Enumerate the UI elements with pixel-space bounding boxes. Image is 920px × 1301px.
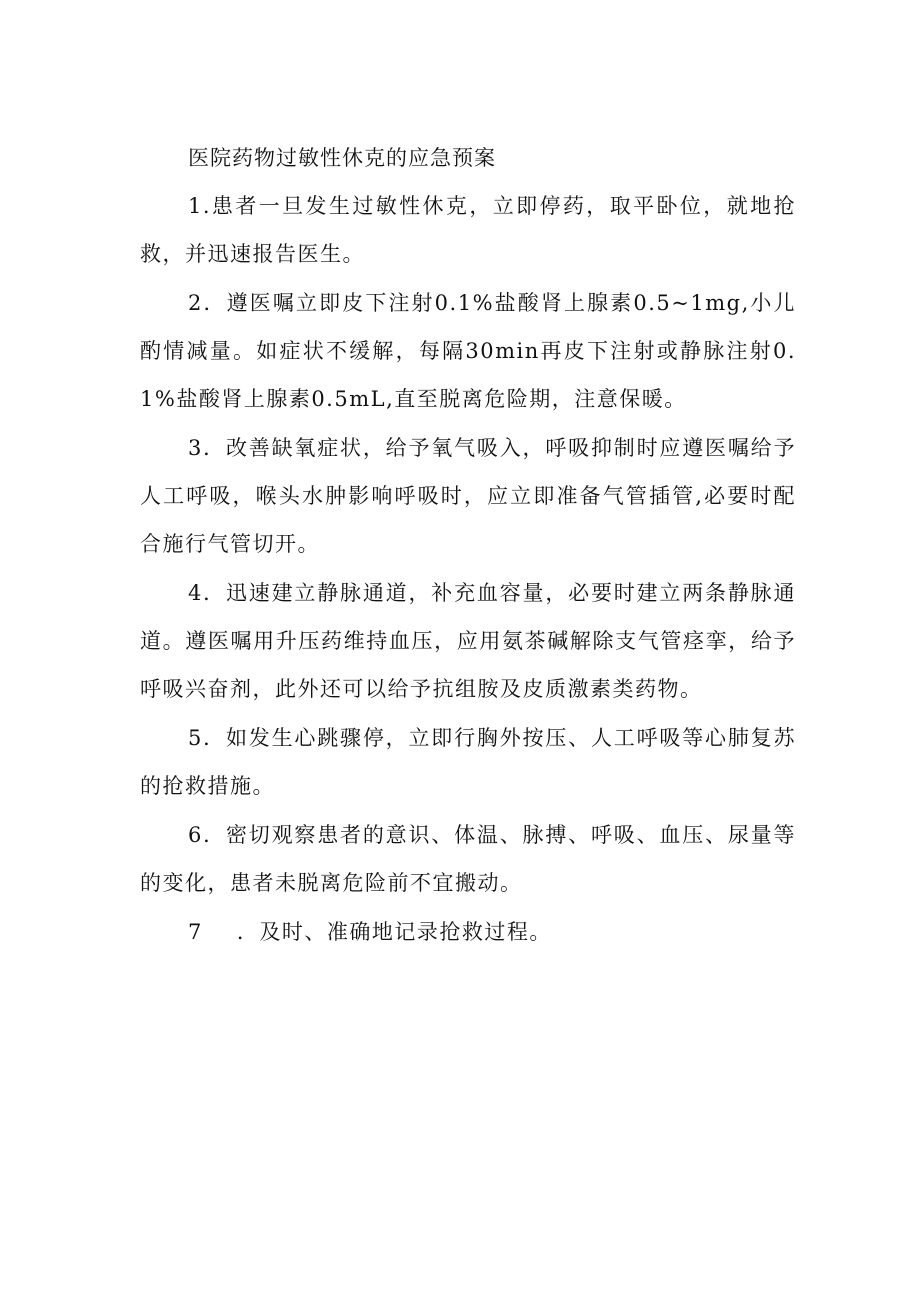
plan-item-2: 2．遵医嘱立即皮下注射0.1%盐酸肾上腺素0.5~1mg,小儿酌情减量。如症状不缓解，每隔30min再皮下注射或静脉注射0.1%盐酸肾上腺素0.5mL,直至脱离危险期，注意保暖。 [140, 291, 796, 411]
plan-item-1: 1.患者一旦发生过敏性休克，立即停药，取平卧位，就地抢救，并迅速报告医生。 [140, 194, 796, 266]
plan-item-7-number: 7 [188, 920, 203, 944]
plan-item-5: 5．如发生心跳骤停，立即行胸外按压、人工呼吸等心肺复苏的抢救措施。 [140, 726, 796, 798]
document-title: 医院药物过敏性休克的应急预案 [188, 146, 496, 170]
plan-item-7-text: ．及时、准确地记录抢救过程。 [236, 920, 552, 944]
plan-item-7 [140, 908, 796, 956]
plan-item-3: 3．改善缺氧症状，给予氧气吸入，呼吸抑制时应遵医嘱给予人工呼吸，喉头水肿影响呼吸时，应立即准备气管插管,必要时配合施行气管切开。 [140, 436, 796, 556]
plan-item-6: 6．密切观察患者的意识、体温、脉搏、呼吸、血压、尿量等的变化，患者未脱离危险前不宜搬动。 [140, 823, 796, 895]
plan-item-4: 4．迅速建立静脉通道，补充血容量，必要时建立两条静脉通道。遵医嘱用升压药维持血压，应用氨茶碱解除支气管痉挛，给予呼吸兴奋剂，此外还可以给予抗组胺及皮质激素类药物。 [140, 581, 796, 701]
document-body [140, 134, 796, 957]
